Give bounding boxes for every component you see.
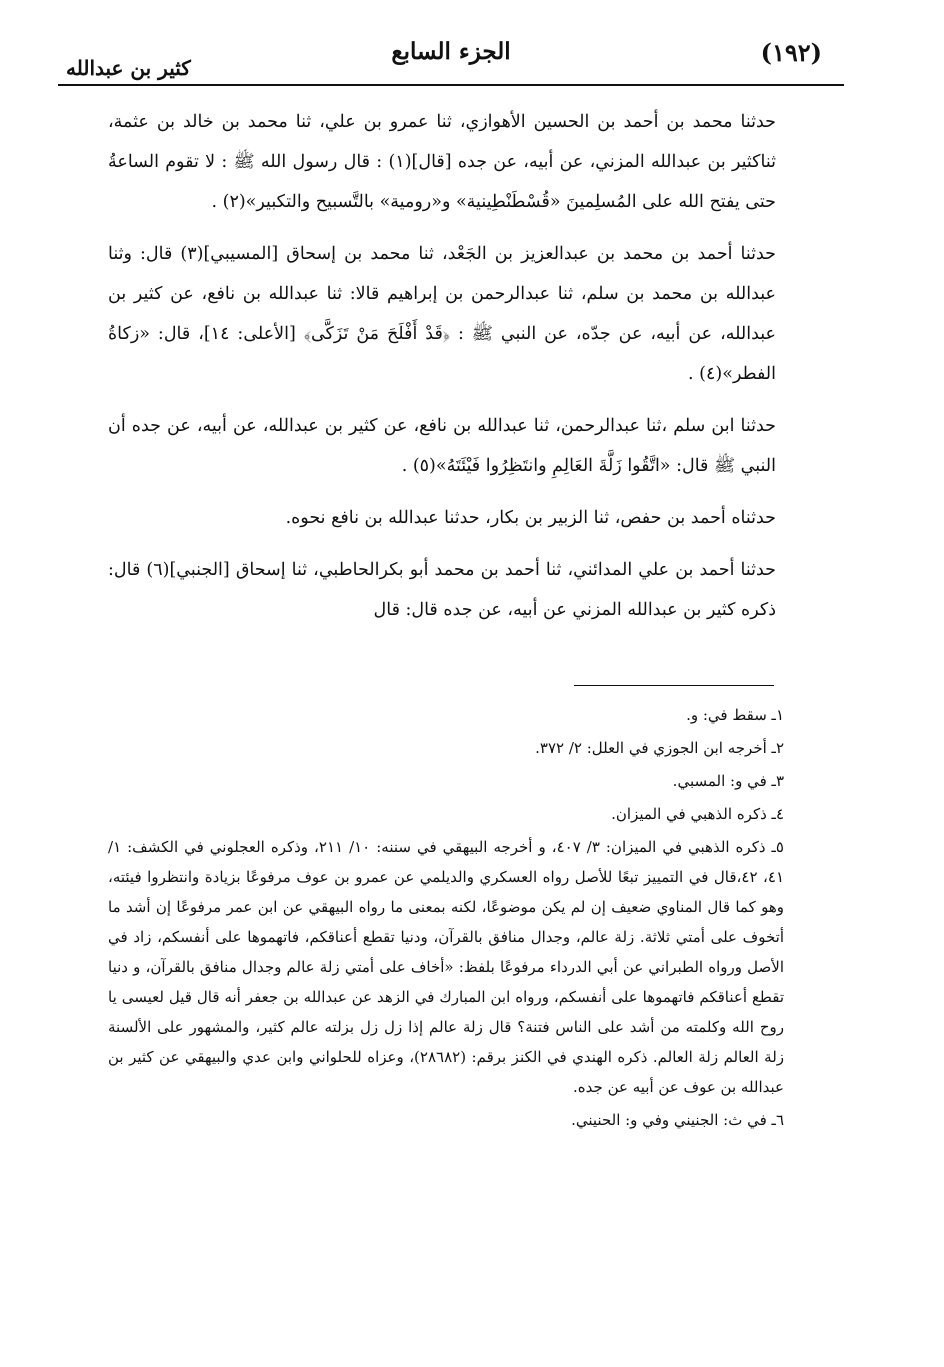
page-header: [58, 30, 844, 78]
footnote: ٦ـ في ث: الجنيني وفي و: الحنيني.: [571, 1111, 784, 1129]
page-number: (١٩٢): [760, 38, 822, 67]
main-text: [108, 102, 776, 642]
paragraph: حدثنا أحمد بن علي المدائني، ثنا أحمد بن محمد أبو بكرالحاطبي، ثنا إسحاق [الجنبي](٦) قال: ذكره كثير بن عبدالله المزني عن أبيه، عن جده قال: قال: [108, 560, 776, 620]
running-title: كثير بن عبدالله: [66, 56, 191, 80]
paragraph: حدثناه أحمد بن حفص، ثنا الزبير بن بكار، حدثنا عبدالله بن نافع نحوه.: [285, 508, 776, 528]
footnote: ٤ـ ذكره الذهبي في الميزان.: [611, 805, 784, 823]
header-divider: [58, 84, 844, 86]
paragraph: حدثنا محمد بن أحمد بن الحسين الأهوازي، ثنا عمرو بن علي، ثنا محمد بن خالد بن عثمة، ثناكثير بن عبدالله المزني، عن أبيه، عن جده [قال](١) : قال رسول الله ﷺ : لا تقوم الساعةُ حتى يفتح الله على المُسلِمينَ «قُسْطَنْطِينية» و«رومية» بالتَّسبيح والتكبير»(٢) .: [108, 112, 776, 212]
footnote: ١ـ سقط في: و.: [686, 706, 784, 724]
paragraph: حدثنا أحمد بن محمد بن عبدالعزيز بن الجَعْد، ثنا محمد بن إسحاق [المسيبي](٣) قال: وثنا عبدالله بن محمد بن سلم، ثنا عبدالرحمن بن إبراهيم قالا: ثنا عبدالله بن نافع، عن كثير بن عبدالله، عن أبيه، عن جدّه، عن النبي ﷺ : ﴿قَدْ أَفْلَحَ مَنْ تَزَكَّى﴾ [الأعلى: ١٤]، قال: «زكاةُ الفطر»(٤) .: [108, 244, 777, 384]
footnote: ٢ـ أخرجه ابن الجوزي في العلل: ٢/ ٣٧٢.: [535, 739, 784, 757]
footnote: ٣ـ في و: المسبي.: [672, 772, 784, 790]
volume-title: الجزء السابع: [391, 38, 511, 65]
footnote: ٥ـ ذكره الذهبي في الميزان: ٣/ ٤٠٧، و أخرجه البيهقي في سننه: ١٠/ ٢١١، وذكره العجلوني في الكشف: ١/ ٤١، ٤٢،قال في التمييز تبعًا للأصل رواه العسكري والديلمي عن عمرو بن عوف مرفوعًا بزيادة وانتظروا فيئته، وهو كما قال المناوي ضعيف إن لم يكن موضوعًا، لكنه بمعنى ما رواه البيهقي عن ابن عمر مرفوعًا إن أشد ما أتخوف على أمتي ثلاثة. زلة عالم، وجدال منافق بالقرآن، ودنيا تقطع أعناقكم، فاتهموها على أنفسكم، زاد في الأصل ورواه الطبراني عن أبي الدرداء مرفوعًا بلفظ: «أخاف على أمتي زلة عالم وجدال منافق بالقرآن، و دنيا تقطع أعناقكم فاتهموها على أنفسكم، ورواه ابن المبارك في الزهد عن عبدالله بن جعفر أنه قال قيل لعيسى يا روح الله وكلمته من أشد على الناس فتنة؟ قال زلة عالم إذا زل زل بزلته عالم كثير، والمشهور على الألسنة زلة العالم زلة العالم. ذكره الهندي في الكنز برقم: (٢٨٦٨٢)، وعزاه للحلواني وابن عدي والبيهقي عن كثير بن عبدالله بن عوف عن أبيه عن جده.: [108, 838, 785, 1096]
footnotes: [108, 700, 784, 1138]
paragraph: حدثنا ابن سلم ،ثنا عبدالرحمن، ثنا عبدالله بن نافع، عن كثير بن عبدالله، عن أبيه، عن جده أن النبي ﷺ قال: «اتَّقُوا زَلَّةَ العَالِمِ وانتَظِرُوا فَيْئَتَهُ»(٥) .: [108, 416, 776, 476]
footnote-divider: [574, 685, 774, 686]
